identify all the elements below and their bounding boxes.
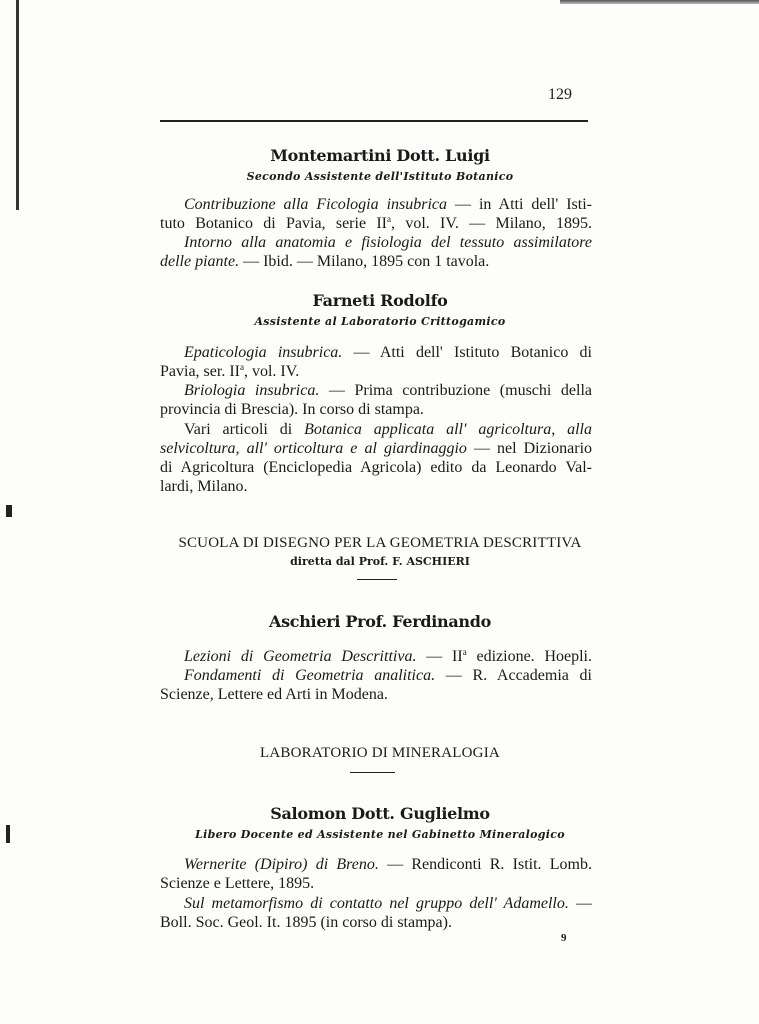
section-divider — [357, 579, 397, 580]
scan-edge-left — [16, 0, 19, 210]
school-director: diretta dal Prof. F. ASCHIERI — [290, 555, 470, 568]
text-segment: — II — [416, 648, 463, 665]
text-segment: — nel Dizionario — [466, 440, 593, 457]
text-line — [184, 894, 592, 913]
scan-mark — [6, 825, 10, 843]
text-line — [160, 685, 592, 704]
text-line — [184, 855, 592, 874]
italic-title: Lezioni di Geometria Descrittiva. — [184, 648, 417, 665]
text-line — [160, 439, 592, 458]
italic-title: Wernerite (Dipiro) di Breno. — [184, 856, 379, 873]
text-line — [184, 233, 592, 252]
text-segment: Vari articoli di — [184, 421, 305, 438]
italic-title: Epaticologia insubrica. — [184, 344, 343, 361]
text-segment: — in Atti dell' Isti- — [447, 196, 592, 213]
text-segment: — Ibid. — Milano, 1895 con 1 tavola. — [239, 253, 490, 270]
italic-title: Intorno alla anatomia e fisiologia del tessuto assimilatore — [184, 234, 592, 251]
text-line — [160, 477, 592, 496]
text-line — [184, 666, 592, 685]
section-subtitle: Libero Docente ed Assistente nel Gabinetto Mineralogico — [195, 828, 565, 841]
text-segment: Scienze e Lettere, 1895. — [160, 875, 315, 892]
school-title: LABORATORIO DI MINERALOGIA — [260, 745, 500, 761]
section-subtitle: Secondo Assistente dell'Istituto Botanico — [246, 170, 514, 183]
text-segment: — Rendiconti R. Istit. Lomb. — [378, 856, 592, 873]
section-heading: Farneti Rodolfo — [312, 291, 448, 310]
text-segment: provincia di Brescia). In corso di stampa. — [160, 401, 424, 418]
text-segment: Pavia, ser. II — [160, 363, 240, 380]
italic-title: Fondamenti di Geometria analitica. — [184, 667, 436, 684]
text-line — [184, 381, 592, 400]
text-segment: Boll. Soc. Geol. It. 1895 (in corso di stampa). — [160, 914, 452, 931]
text-line — [184, 343, 592, 362]
text-segment: di Agricoltura (Enciclopedia Agricola) edito da Leonardo Val- — [160, 459, 592, 476]
text-line — [160, 874, 592, 893]
text-segment: edizione. Hoepli. — [466, 648, 593, 665]
section-divider — [350, 772, 395, 773]
text-line — [160, 458, 592, 477]
signature-mark: 9 — [561, 932, 567, 944]
section-heading: Aschieri Prof. Ferdinando — [268, 612, 492, 631]
section-heading: Montemartini Dott. Luigi — [270, 146, 490, 165]
text-line — [184, 420, 592, 439]
italic-title: Contribuzione alla Ficologia insubrica — [184, 196, 448, 213]
text-segment: — — [568, 895, 593, 912]
text-segment: — R. Accademia di — [435, 667, 593, 684]
text-segment: Scienze, Lettere ed Arti in Modena. — [160, 686, 388, 703]
italic-title: selvicoltura, all' orticoltura e al giardinaggio — [160, 440, 467, 457]
italic-title: Botanica applicata all' agricoltura, alla — [304, 421, 592, 438]
school-title: SCUOLA DI DISEGNO PER LA GEOMETRIA DESCRITTIVA — [178, 535, 582, 551]
text-segment: lardi, Milano. — [160, 478, 248, 495]
section-heading: Salomon Dott. Guglielmo — [270, 804, 490, 823]
text-line — [160, 252, 592, 271]
superscript: a — [387, 214, 392, 224]
text-line — [184, 195, 592, 214]
text-segment: — Atti dell' Istituto Botanico di — [342, 344, 592, 361]
header-rule — [160, 120, 588, 122]
text-segment: tuto Botanico di Pavia, serie II — [160, 215, 388, 232]
italic-title: Briologia insubrica. — [184, 382, 320, 399]
text-line — [160, 214, 592, 233]
superscript: a — [239, 362, 244, 372]
superscript: a — [462, 647, 467, 657]
text-segment: — Prima contribuzione (muschi della — [319, 382, 593, 399]
italic-title: delle piante. — [160, 253, 240, 270]
scan-edge-top — [560, 0, 759, 4]
text-segment: , vol. IV. — [243, 363, 300, 380]
text-segment: , vol. IV. — Milano, 1895. — [391, 215, 593, 232]
text-line — [160, 400, 592, 419]
section-subtitle: Assistente al Laboratorio Crittogamico — [254, 315, 506, 328]
text-line — [184, 647, 592, 666]
italic-title: Sul metamorfismo di contatto nel gruppo dell' Adamello. — [184, 895, 569, 912]
scan-mark — [6, 505, 12, 517]
page-number: 129 — [548, 86, 572, 103]
text-line — [160, 362, 592, 381]
text-line — [160, 913, 592, 932]
